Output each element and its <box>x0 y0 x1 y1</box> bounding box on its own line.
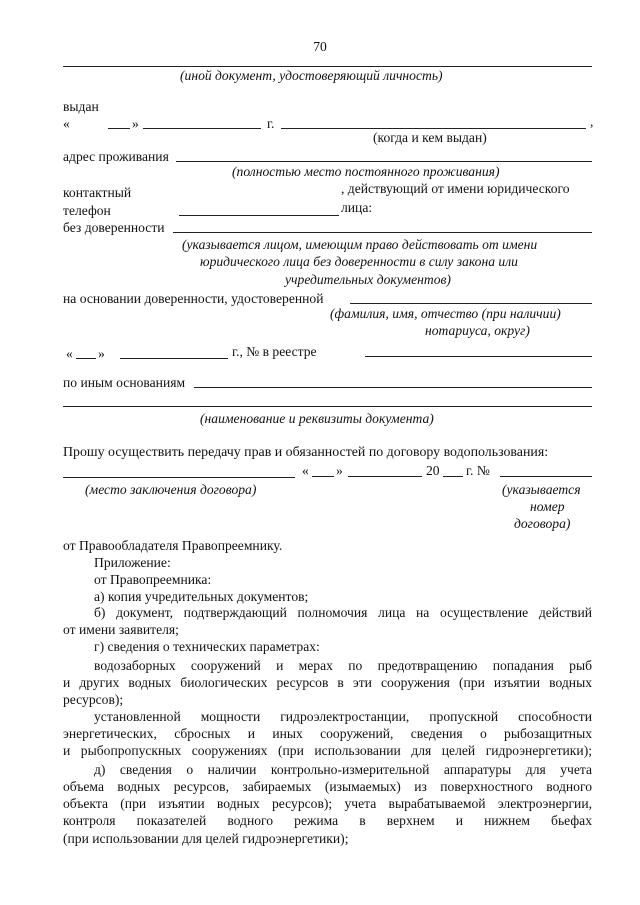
caption-contract-number-2: номер <box>530 499 565 514</box>
underline-contract-day <box>312 476 334 477</box>
underline-other-grounds <box>194 387 592 388</box>
underline-no-power-of-attorney <box>173 232 592 233</box>
caption-authorized-person-2: юридического лица без доверенности в силу закона или <box>200 254 518 269</box>
caption-document-details: (наименование и реквизиты документа) <box>200 411 434 426</box>
text-request: Прошу осуществить передачу прав и обязанностей по договору водопользования: <box>63 445 549 460</box>
year-mark: г. <box>267 116 275 131</box>
text-acting-on-behalf: , действующий от имени юридического <box>341 181 570 196</box>
page-number: 70 <box>313 39 327 54</box>
underline-phone <box>179 215 339 216</box>
poa-quote-close: » <box>98 346 105 361</box>
caption-when-by: (когда и кем выдан) <box>373 130 487 145</box>
item-g: г) сведения о технических параметрах: <box>94 639 320 654</box>
text-from-successor: от Правопреемника: <box>94 572 212 587</box>
underline-notary <box>350 303 592 304</box>
contract-quote-close: » <box>336 463 343 478</box>
text-year-20: 20 <box>426 463 440 478</box>
underline-month <box>143 128 261 129</box>
caption-other-document: (иной документ, удостоверяющий личность) <box>180 68 443 83</box>
paragraph-intake-3: ресурсов); <box>63 692 124 707</box>
item-a: а) копия учредительных документов; <box>94 589 309 604</box>
contract-quote-open: « <box>302 463 309 478</box>
underline-contract-year <box>443 476 463 477</box>
item-b-line-2: от имени заявителя; <box>63 622 179 637</box>
label-phone: телефон <box>63 203 111 218</box>
caption-notary-2: нотариуса, округ) <box>425 323 530 338</box>
paragraph-metering-2: объема водных ресурсов, забираемых (изымаемых) из поверхностного водного <box>63 779 592 794</box>
underline-poa-day <box>76 358 96 359</box>
paragraph-intake-2: и других водных биологических ресурсов в эти сооружения (при изъятии водных <box>63 675 592 690</box>
paragraph-metering-4: контроля показателей водного режима в верхнем и нижнем бьефах <box>63 813 592 828</box>
text-register: г., № в реестре <box>232 344 317 359</box>
caption-contract-place: (место заключения договора) <box>85 482 257 497</box>
paragraph-power-3: и рыбопропускных сооружениях (при использовании для целей гидроэнергетики); <box>63 743 592 758</box>
underline-address <box>176 161 592 162</box>
item-b-line-1: б) документ, подтверждающий полномочия лица на осуществление действий <box>94 605 592 620</box>
label-issued: выдан <box>63 99 99 114</box>
underline-register-number <box>365 356 592 357</box>
quote-close: » <box>132 116 139 131</box>
comma: , <box>590 114 594 129</box>
text-appendix: Приложение: <box>94 555 171 570</box>
poa-quote-open: « <box>66 346 73 361</box>
underline-contract-place <box>63 477 295 478</box>
underline-contract-number <box>500 476 592 477</box>
underline-document-details <box>63 406 592 407</box>
underline-contract-month <box>348 476 422 477</box>
text-legal-entity: лица: <box>341 200 373 215</box>
paragraph-metering-5: (при использовании для целей гидроэнергетики); <box>63 831 349 846</box>
paragraph-metering-1: д) сведения о наличии контрольно-измерительной аппаратуры для учета <box>94 762 592 777</box>
paragraph-intake-1: водозаборных сооружений и мерах по предотвращению попадания рыб <box>94 658 592 673</box>
caption-authorized-person-1: (указывается лицом, имеющим право действовать от имени <box>182 237 538 252</box>
caption-contract-number-3: договора) <box>514 516 571 531</box>
label-no-power-of-attorney: без доверенности <box>63 220 165 235</box>
paragraph-metering-3: объекта (при изъятии водных ресурсов); учета вырабатываемой электроэнергии, <box>63 796 592 811</box>
label-contact: контактный <box>63 185 132 200</box>
paragraph-power-2: энергетических, сбросных и иных сооружений, сведения о рыбозащитных <box>63 726 592 741</box>
caption-contract-number-1: (указывается <box>502 482 581 497</box>
underline-day <box>108 128 130 129</box>
caption-notary-1: (фамилия, имя, отчество (при наличии) <box>330 306 561 321</box>
label-address: адрес проживания <box>63 149 169 164</box>
caption-address: (полностью место постоянного проживания) <box>232 164 500 179</box>
caption-authorized-person-3: учредительных документов) <box>285 272 451 287</box>
quote-open: « <box>63 116 70 131</box>
paragraph-power-1: установленной мощности гидроэлектростанции, пропускной способности <box>94 709 592 724</box>
underline-poa-month <box>120 358 228 359</box>
text-contract-number: г. № <box>466 463 490 478</box>
label-other-grounds: по иным основаниям <box>63 375 186 390</box>
label-power-of-attorney: на основании доверенности, удостоверенной <box>63 291 324 306</box>
text-from-holder: от Правообладателя Правопреемнику. <box>63 538 283 553</box>
